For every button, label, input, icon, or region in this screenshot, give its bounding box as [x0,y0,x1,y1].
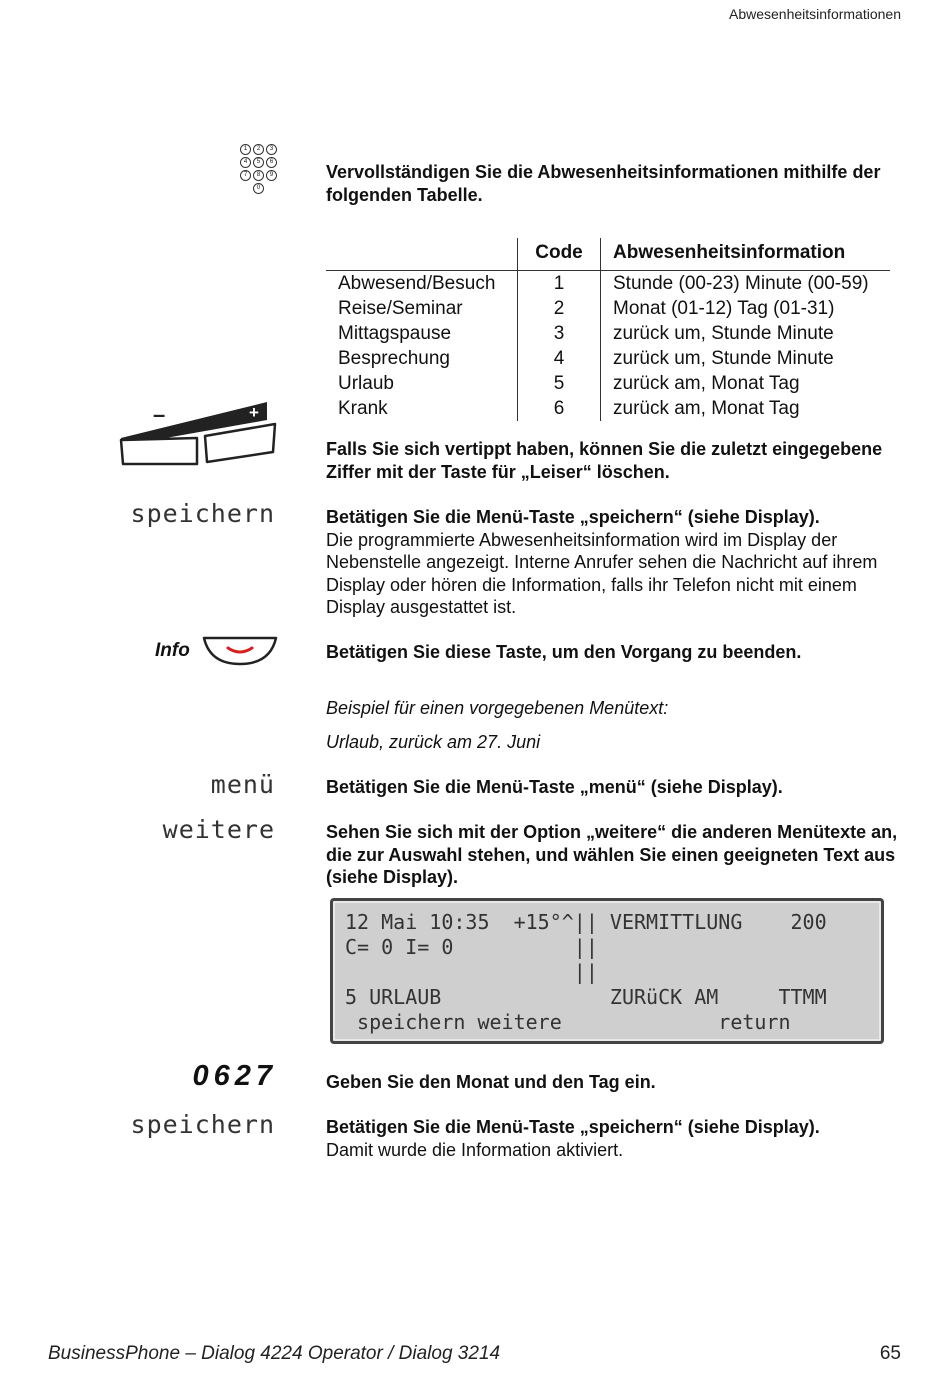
table-cell: Monat (01-12) Tag (01-31) [613,297,835,319]
keypad-icon: 1 2 3 4 5 6 7 8 9 0 [240,144,280,196]
volume-minus-icon: – [153,402,166,427]
step-enter-date: Geben Sie den Monat und den Tag ein. [326,1072,656,1092]
volume-plus-icon: + [249,403,259,422]
step-complete-info: Vervollständigen Sie die Abwesenheitsinformationen mithilfe der folgenden Tabelle. [326,162,881,205]
example-caption: Beispiel für einen vorgegebenen Menütext: [326,698,669,718]
table-row [326,346,890,371]
step-correct-digit: Falls Sie sich vertippt haben, können Sie die zuletzt eingegebene Ziffer mit der Taste für „Leiser“ löschen. [326,439,883,482]
table-cell: zurück um, Stunde Minute [613,322,834,344]
info-key-label: Info [155,640,190,661]
display-row: 5 URLAUB ZURüCK AM TTMM [345,985,827,1009]
table-row [326,271,890,297]
volume-key-icon[interactable] [117,398,279,468]
table-cell: Abwesend/Besuch [338,272,496,294]
table-header-code: Code [518,238,601,271]
step-finish: Betätigen Sie diese Taste, um den Vorgang zu beenden. [326,642,802,662]
table-cell: 2 [518,296,601,321]
table-cell: Urlaub [338,372,394,394]
table-cell: zurück um, Stunde Minute [613,347,834,369]
table-header [326,238,518,271]
display-row: C= 0 I= 0 || [345,935,598,959]
phone-display [330,898,884,1044]
digits-entry-label: 0627 [192,1060,277,1092]
step-menu: Betätigen Sie die Menü-Taste „menü“ (siehe Display). [326,777,783,797]
step-save-final-instruction: Betätigen Sie die Menü-Taste „speichern“ (siehe Display). [326,1117,820,1137]
table-cell: 3 [518,321,601,346]
table-cell: 1 [518,271,601,297]
info-key-icon[interactable] [202,634,278,666]
step-save-final-description: Damit wurde die Information aktiviert. [326,1139,624,1160]
step-save-instruction: Betätigen Sie die Menü-Taste „speichern“ (siehe Display). [326,507,820,527]
table-cell: 5 [518,371,601,396]
table-cell: zurück am, Monat Tag [613,397,800,419]
table-cell: Krank [338,397,388,419]
table-row [326,396,890,421]
table-header-info: Abwesenheitsinformation [601,238,891,271]
table-cell: Mittagspause [338,322,452,344]
example-text: Urlaub, zurück am 27. Juni [326,732,541,752]
step-save-description: Die programmierte Abwesenheitsinformation wird im Display der Nebenstelle angezeigt. Interne Anrufer sehen die Nachricht auf ihrem Display oder hören die Information, falls ihr Telefon nicht mit einem Display ausgestattet ist. [326,529,878,617]
table-row [326,371,890,396]
step-more: Sehen Sie sich mit der Option „weitere“ die anderen Menütexte an, die zur Auswahl stehen, und wählen Sie einen geeigneten Text aus (siehe Display). [326,822,898,887]
table-cell: Besprechung [338,347,450,369]
table-cell: Stunde (00-23) Minute (00-59) [613,272,869,294]
table-cell: Reise/Seminar [338,297,463,319]
softkey-save-label-2[interactable]: speichern [130,1110,275,1139]
table-cell: 4 [518,346,601,371]
table-row [326,296,890,321]
running-header: Abwesenheitsinformationen [729,6,901,22]
display-row: || [345,960,598,984]
step-save [326,506,906,619]
softkey-more-label[interactable]: weitere [162,815,275,844]
table-row [326,321,890,346]
display-softkeys: speichern weitere return [345,1010,791,1034]
table-cell: 6 [518,396,601,421]
softkey-save-label[interactable]: speichern [130,499,275,528]
footer-title: BusinessPhone – Dialog 4224 Operator / Dialog 3214 [48,1343,501,1364]
page-number: 65 [879,1343,901,1364]
softkey-menu-label[interactable]: menü [210,770,275,799]
absence-code-table [326,238,890,421]
step-save-final [326,1116,906,1161]
table-cell: zurück am, Monat Tag [613,372,800,394]
display-row: 12 Mai 10:35 +15°^|| VERMITTLUNG 200 [345,910,827,934]
